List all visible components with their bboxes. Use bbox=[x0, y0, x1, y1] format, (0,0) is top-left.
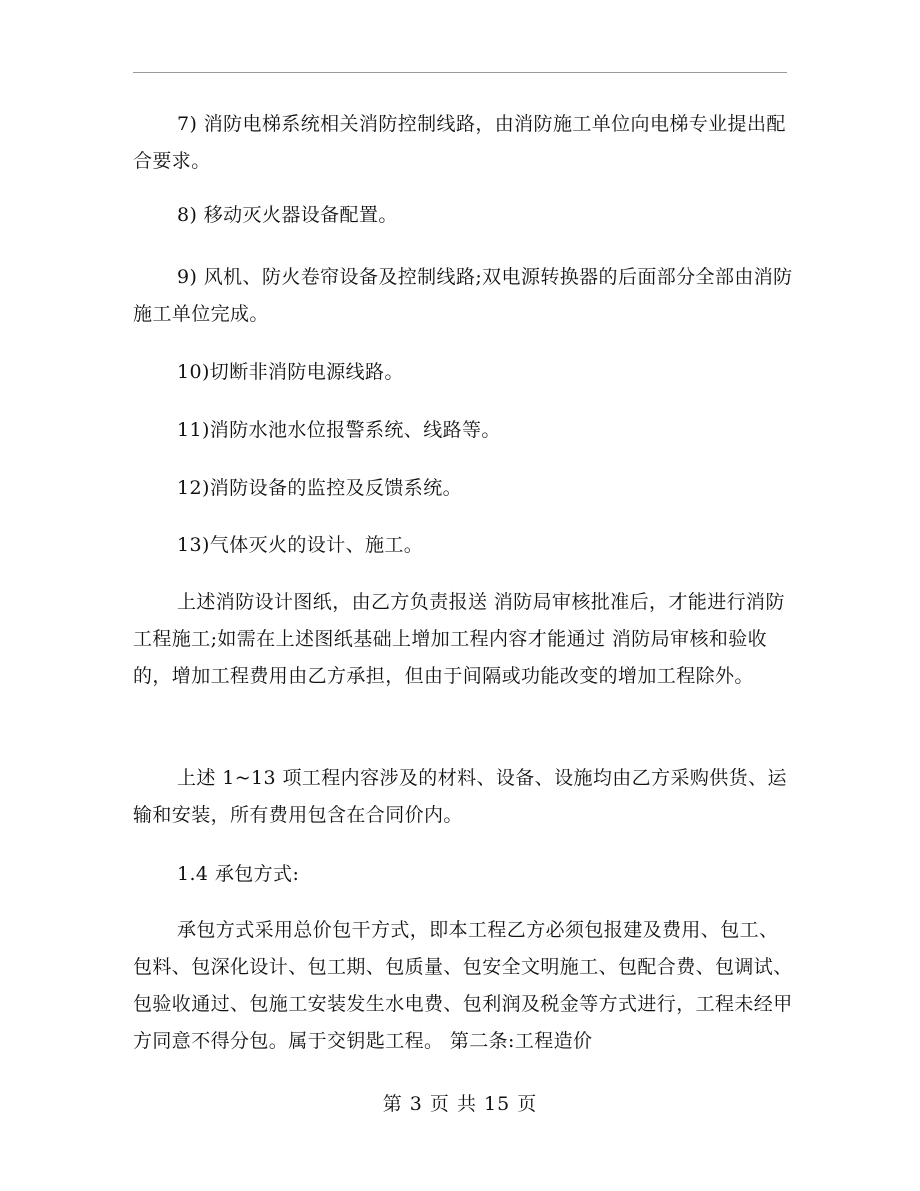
section-heading-contract-method: 1.4 承包方式: bbox=[177, 863, 300, 885]
paragraph-item-8: 8) 移动灭火器设备配置。 bbox=[177, 204, 398, 226]
paragraph-item-11: 11)消防水池水位报警系统、线路等。 bbox=[177, 419, 501, 441]
page-number: 第 3 页 共 15 页 bbox=[382, 1093, 538, 1115]
paragraph-contract-method: 承包方式采用总价包干方式，即本工程乙方必须包报建及费用、包工、包料、包深化设计、包工期、包质量、包安全文明施工、包配合费、包调试、包验收通过、包施工安装发生水电费、包利润及税金等方式进行，工程未经甲方同意不得分包。属于交钥匙工程。 第二条:工程造价 bbox=[133, 919, 793, 1052]
paragraph-item-12: 12)消防设备的监控及反馈系统。 bbox=[177, 477, 462, 499]
paragraph-item-7: 7) 消防电梯系统相关消防控制线路，由消防施工单位向电梯专业提出配合要求。 bbox=[133, 113, 786, 172]
paragraph-materials-supply: 上述 1~13 项工程内容涉及的材料、设备、设施均由乙方采购供货、运输和安装，所有费用包含在合同价内。 bbox=[133, 767, 787, 826]
paragraph-item-9: 9) 风机、防火卷帘设备及控制线路;双电源转换器的后面部分全部由消防施工单位完成。 bbox=[133, 266, 793, 325]
paragraph-item-10: 10)切断非消防电源线路。 bbox=[177, 361, 404, 383]
paragraph-design-approval: 上述消防设计图纸，由乙方负责报送 消防局审核批准后，才能进行消防工程施工;如需在上述图纸基础上增加工程内容才能通过 消防局审核和验收的，增加工程费用由乙方承担，但由于间隔或功能改变的增加工程除外。 bbox=[133, 591, 785, 687]
header-rule bbox=[133, 72, 787, 73]
paragraph-item-13: 13)气体灭火的设计、施工。 bbox=[177, 534, 424, 556]
